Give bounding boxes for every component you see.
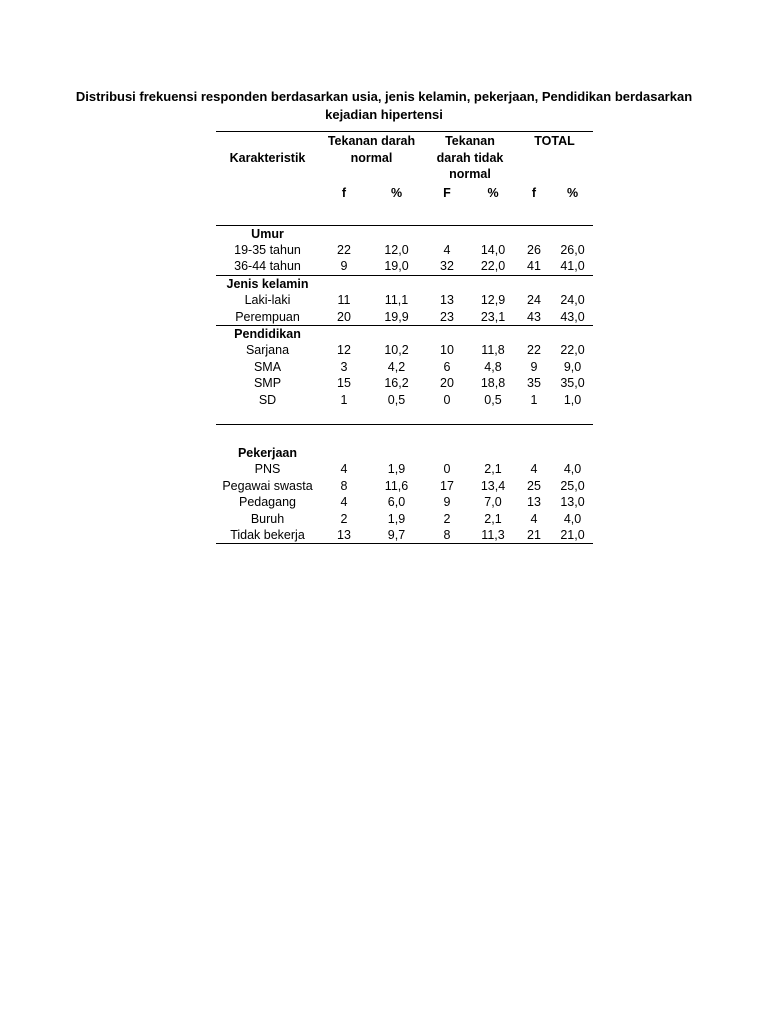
- cell: 1: [340, 392, 348, 407]
- cell: 4,0: [563, 462, 582, 477]
- cell: 25: [527, 478, 541, 493]
- cell: 13,4: [480, 478, 506, 493]
- group-pekerjaan: [216, 445, 593, 544]
- title-line-1: Distribusi frekuensi responden berdasarkan usia, jenis kelamin, pekerjaan, Pendidikan berdasarkan: [75, 89, 693, 104]
- table-row: [216, 478, 593, 494]
- cell: 11,1: [384, 293, 409, 308]
- cell: 13: [319, 527, 369, 544]
- cell: 22: [337, 242, 351, 257]
- cell: 1,0: [563, 392, 582, 407]
- cell: 4,8: [484, 359, 502, 374]
- cell: 8: [424, 527, 470, 544]
- header-row: [216, 132, 593, 183]
- table-row: [216, 309, 593, 326]
- header-tekanan-normal: [319, 132, 424, 183]
- cell: 11,3: [470, 527, 516, 544]
- cell: 20: [319, 309, 369, 326]
- cell: 9: [530, 359, 538, 374]
- cell: 4: [443, 242, 451, 257]
- cell: 10: [440, 343, 454, 358]
- group-label: Umur: [251, 226, 284, 241]
- cell: 0,5: [387, 392, 406, 407]
- table-row: [216, 392, 593, 408]
- subheader-cell: F: [443, 186, 451, 201]
- header-tekanan-tidak-normal: [424, 132, 516, 183]
- header-tidak-line-1: Tekanan: [445, 134, 495, 148]
- group-label: Pendidikan: [234, 326, 301, 341]
- header-tidak-line-2: darah tidak: [436, 150, 504, 165]
- header-karakteristik: Karakteristik: [216, 132, 319, 183]
- cell: 9: [319, 258, 369, 275]
- cell: 6: [443, 359, 451, 374]
- cell: 12,0: [384, 242, 409, 257]
- row-label: SMP: [253, 376, 282, 391]
- cell: 41,0: [552, 258, 593, 275]
- header-tidak-line-3: normal: [449, 167, 491, 181]
- table-row: [216, 292, 593, 308]
- cell: 8: [340, 478, 348, 493]
- row-label: PNS: [254, 462, 281, 477]
- row-label: Pegawai swasta: [222, 478, 313, 493]
- cell: 1: [530, 392, 538, 407]
- table-row: [216, 242, 593, 258]
- frequency-table: [216, 131, 593, 544]
- table-row: [216, 258, 593, 275]
- table-row: [216, 342, 593, 358]
- group-pendidikan: [216, 325, 593, 445]
- spacer-row: [216, 408, 593, 425]
- table-title: [60, 88, 708, 124]
- group-label: Jenis kelamin: [226, 276, 309, 291]
- cell: 32: [424, 258, 470, 275]
- cell: 4,2: [387, 359, 406, 374]
- cell: 22,0: [470, 258, 516, 275]
- cell: 0,5: [484, 392, 502, 407]
- cell: 13: [440, 293, 454, 308]
- row-label: Buruh: [250, 511, 285, 526]
- row-label: Tidak bekerja: [216, 527, 319, 544]
- cell: 43: [516, 309, 552, 326]
- cell: 0: [443, 392, 451, 407]
- subheader-cell: %: [487, 186, 499, 201]
- table-row: [216, 494, 593, 510]
- cell: 9: [443, 495, 451, 510]
- table-row: [216, 511, 593, 527]
- cell: 16,2: [384, 376, 409, 391]
- cell: 21: [516, 527, 552, 544]
- cell: 4,0: [563, 511, 582, 526]
- cell: 19,0: [369, 258, 424, 275]
- cell: 12: [337, 343, 351, 358]
- cell: 12,9: [480, 293, 506, 308]
- cell: 43,0: [552, 309, 593, 326]
- cell: 9,7: [369, 527, 424, 544]
- cell: 11: [337, 293, 351, 308]
- cell: 35,0: [560, 376, 585, 391]
- cell: 15: [337, 376, 351, 391]
- cell: 21,0: [552, 527, 593, 544]
- title-line-2: kejadian hipertensi: [325, 107, 443, 122]
- cell: 2,1: [484, 462, 502, 477]
- cell: 4: [340, 462, 348, 477]
- row-label: Laki-laki: [244, 293, 291, 308]
- spacer-row: [216, 205, 593, 226]
- cell: 26: [527, 242, 541, 257]
- group-label: Pekerjaan: [237, 445, 298, 460]
- cell: 41: [516, 258, 552, 275]
- cell: 22,0: [560, 343, 585, 358]
- cell: 25,0: [560, 478, 585, 493]
- header-normal-line-2: normal: [350, 150, 393, 165]
- cell: 7,0: [484, 495, 502, 510]
- cell: 10,2: [384, 343, 409, 358]
- cell: 18,8: [480, 376, 506, 391]
- cell: 1,9: [387, 462, 406, 477]
- cell: 13,0: [560, 495, 585, 510]
- row-label: 36-44 tahun: [216, 258, 319, 275]
- table-row: [216, 359, 593, 375]
- cell: 14,0: [480, 242, 506, 257]
- cell: 2,1: [484, 511, 502, 526]
- cell: 2: [340, 511, 348, 526]
- row-label: 19-35 tahun: [234, 242, 301, 257]
- table-row: [216, 461, 593, 477]
- subheader-cell: %: [566, 186, 579, 201]
- subheader-row: [216, 183, 593, 205]
- cell: 4: [530, 511, 538, 526]
- subheader-cell: %: [390, 186, 403, 201]
- cell: 22: [527, 343, 541, 358]
- row-label: Pedagang: [238, 495, 296, 510]
- group-jenis-kelamin: [216, 275, 593, 325]
- table-row: [216, 375, 593, 391]
- cell: 3: [340, 359, 348, 374]
- row-label: SD: [258, 392, 277, 407]
- cell: 23: [424, 309, 470, 326]
- cell: 9,0: [563, 359, 582, 374]
- header-normal-line-1: Tekanan darah: [327, 134, 416, 148]
- spacer-row: [216, 424, 593, 445]
- subheader-cell: f: [531, 186, 537, 201]
- cell: 6,0: [387, 495, 406, 510]
- row-label: Perempuan: [216, 309, 319, 326]
- cell: 35: [527, 376, 541, 391]
- cell: 11,6: [384, 478, 409, 493]
- cell: 1,9: [387, 511, 406, 526]
- cell: 20: [440, 376, 454, 391]
- cell: 11,8: [481, 343, 505, 358]
- cell: 2: [443, 511, 451, 526]
- cell: 26,0: [560, 242, 585, 257]
- header-total: TOTAL: [516, 132, 593, 183]
- row-label: SMA: [253, 359, 282, 374]
- cell: 19,9: [369, 309, 424, 326]
- cell: 13: [527, 495, 541, 510]
- table-row: [216, 527, 593, 544]
- cell: 4: [340, 495, 348, 510]
- cell: 17: [440, 478, 454, 493]
- cell: 4: [530, 462, 538, 477]
- subheader-cell: f: [341, 186, 347, 201]
- cell: 0: [443, 462, 451, 477]
- cell: 23,1: [470, 309, 516, 326]
- group-umur: [216, 225, 593, 275]
- cell: 24,0: [560, 293, 585, 308]
- row-label: Sarjana: [245, 343, 290, 358]
- cell: 24: [527, 293, 541, 308]
